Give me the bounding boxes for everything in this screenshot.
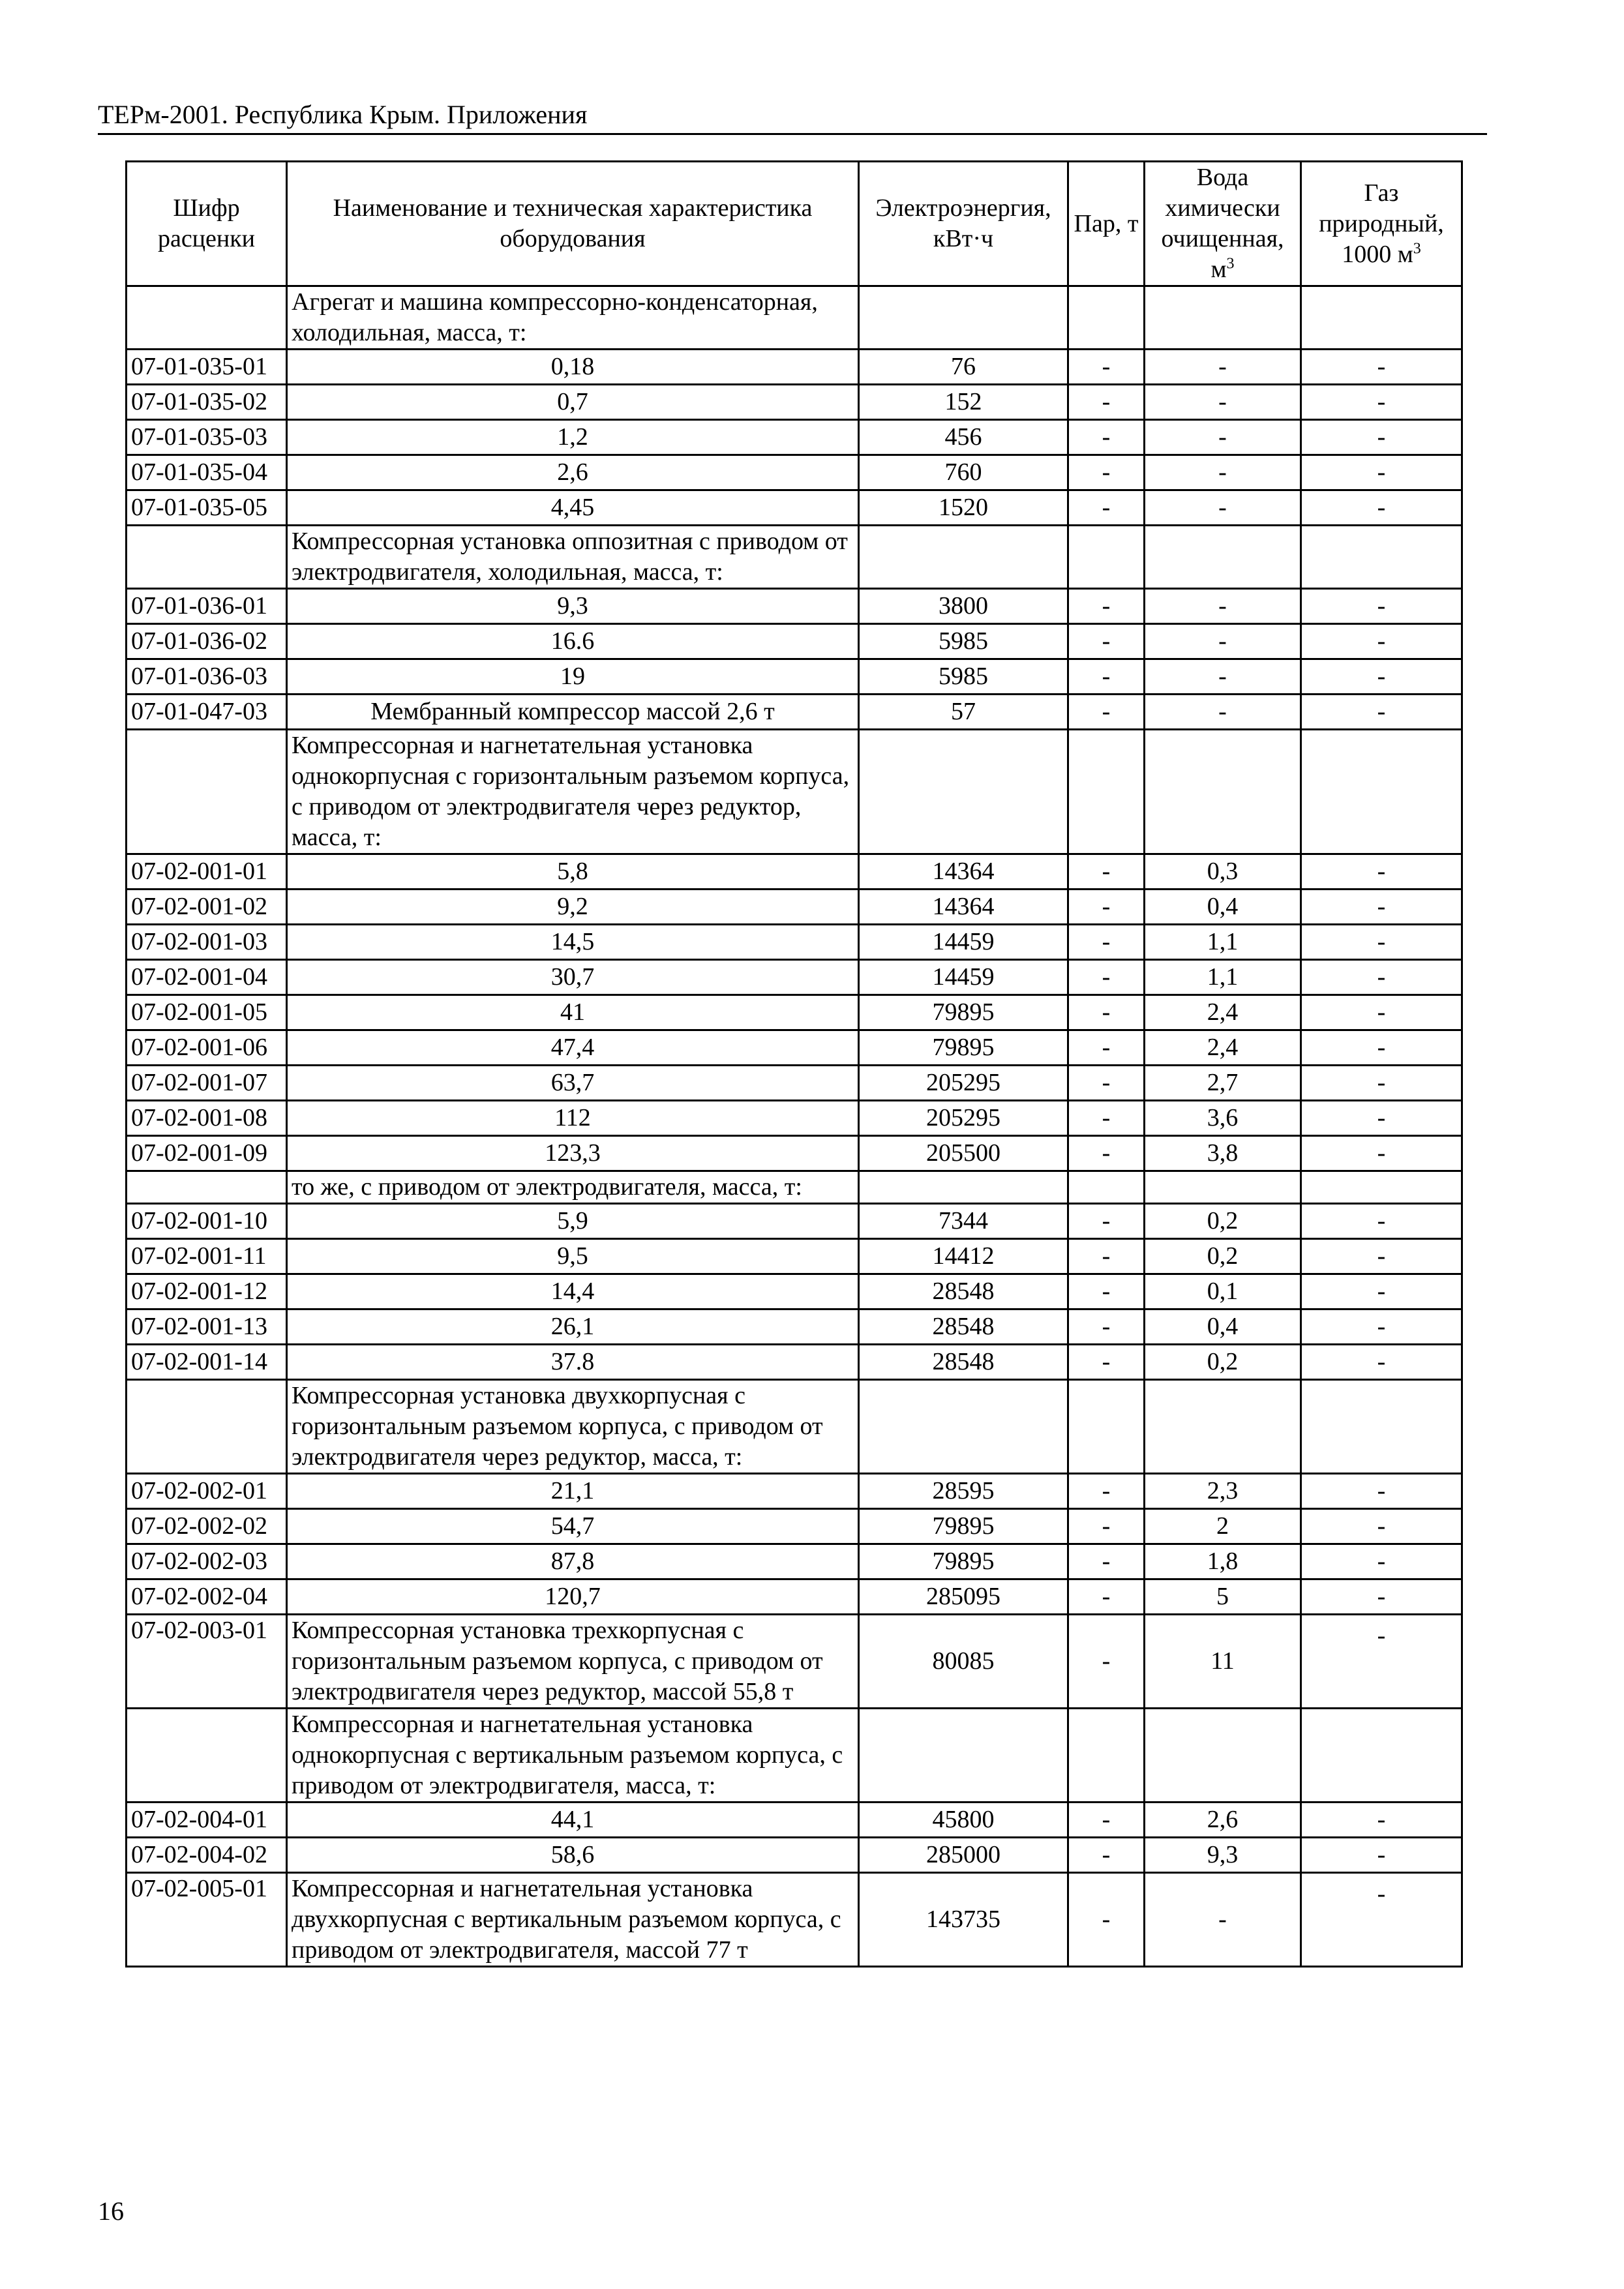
water-cell: 2,4 (1145, 995, 1301, 1030)
code-cell: 07-02-001-05 (127, 995, 287, 1030)
steam-cell (1068, 286, 1145, 350)
code-cell: 07-01-036-02 (127, 624, 287, 659)
name-cell: 123,3 (287, 1136, 859, 1171)
gas-cell: - (1301, 1579, 1462, 1615)
col-name-header (287, 162, 859, 286)
water-cell: 0,2 (1145, 1239, 1301, 1274)
water-cell: - (1145, 695, 1301, 730)
table-row (127, 890, 1462, 925)
steam-cell: - (1068, 1803, 1145, 1838)
group-row (127, 1380, 1462, 1474)
table-row (127, 925, 1462, 960)
steam-cell: - (1068, 1615, 1145, 1709)
power-cell: 14364 (859, 854, 1068, 890)
steam-cell: - (1068, 420, 1145, 455)
name-cell: Компрессорная и нагнетательная установка однокорпусная с вертикальным разъемом корпуса, с приводом от электродвигателя, масса, т: (287, 1709, 859, 1803)
name-cell: то же, с приводом от электродвигателя, масса, т: (287, 1171, 859, 1204)
code-cell: 07-01-047-03 (127, 695, 287, 730)
water-cell: 0,4 (1145, 890, 1301, 925)
code-cell: 07-02-001-03 (127, 925, 287, 960)
water-cell: 11 (1145, 1615, 1301, 1709)
gas-cell: - (1301, 1615, 1462, 1709)
code-cell: 07-02-005-01 (127, 1873, 287, 1967)
steam-cell: - (1068, 659, 1145, 695)
table-row (127, 624, 1462, 659)
code-cell: 07-01-036-03 (127, 659, 287, 695)
name-cell: Компрессорная установка трехкорпусная с горизонтальным разъемом корпуса, с приводом от электродвигателя через редуктор, массой 55,8 т (287, 1615, 859, 1709)
steam-cell: - (1068, 1579, 1145, 1615)
table-row (127, 1474, 1462, 1509)
power-cell: 7344 (859, 1204, 1068, 1239)
gas-cell (1301, 1380, 1462, 1474)
water-cell: 3,8 (1145, 1136, 1301, 1171)
table-row (127, 695, 1462, 730)
power-cell: 14364 (859, 890, 1068, 925)
power-cell: 285095 (859, 1579, 1068, 1615)
steam-cell: - (1068, 1309, 1145, 1345)
code-cell: 07-01-035-05 (127, 490, 287, 526)
col-power-header (859, 162, 1068, 286)
gas-cell: - (1301, 1345, 1462, 1380)
name-cell: 112 (287, 1101, 859, 1136)
power-cell: 760 (859, 455, 1068, 490)
steam-cell: - (1068, 385, 1145, 420)
water-cell: 0,4 (1145, 1309, 1301, 1345)
steam-cell: - (1068, 350, 1145, 385)
water-cell: 2,4 (1145, 1030, 1301, 1066)
table-row (127, 1101, 1462, 1136)
steam-cell: - (1068, 1239, 1145, 1274)
name-cell: 58,6 (287, 1838, 859, 1873)
gas-cell: - (1301, 890, 1462, 925)
header-label: Шифр расценки (157, 194, 256, 252)
name-cell: 5,8 (287, 854, 859, 890)
gas-cell: - (1301, 1136, 1462, 1171)
group-row (127, 1709, 1462, 1803)
water-cell (1145, 1380, 1301, 1474)
code-cell: 07-01-035-03 (127, 420, 287, 455)
water-cell: - (1145, 1873, 1301, 1967)
power-cell (859, 1709, 1068, 1803)
gas-cell: - (1301, 1509, 1462, 1544)
power-cell: 152 (859, 385, 1068, 420)
norms-table (125, 160, 1463, 1967)
steam-cell: - (1068, 1474, 1145, 1509)
name-cell: 5,9 (287, 1204, 859, 1239)
gas-cell: - (1301, 695, 1462, 730)
header-label: Вода химически очищенная, м (1161, 164, 1284, 283)
name-cell: 14,5 (287, 925, 859, 960)
gas-cell: - (1301, 490, 1462, 526)
power-cell: 5985 (859, 624, 1068, 659)
group-row (127, 730, 1462, 854)
gas-cell: - (1301, 1838, 1462, 1873)
code-cell (127, 1709, 287, 1803)
gas-cell: - (1301, 925, 1462, 960)
code-cell (127, 1171, 287, 1204)
gas-cell: - (1301, 589, 1462, 624)
header-label: Электроэнергия, кВт·ч (875, 194, 1051, 252)
steam-cell: - (1068, 490, 1145, 526)
code-cell (127, 286, 287, 350)
table-row (127, 1803, 1462, 1838)
code-cell: 07-02-002-03 (127, 1544, 287, 1579)
name-cell: 44,1 (287, 1803, 859, 1838)
power-cell (859, 526, 1068, 589)
steam-cell (1068, 730, 1145, 854)
power-cell: 1520 (859, 490, 1068, 526)
table-row (127, 995, 1462, 1030)
steam-cell: - (1068, 925, 1145, 960)
name-cell: 120,7 (287, 1579, 859, 1615)
gas-cell (1301, 1171, 1462, 1204)
steam-cell (1068, 1380, 1145, 1474)
code-cell: 07-02-002-04 (127, 1579, 287, 1615)
water-cell: - (1145, 624, 1301, 659)
item-row (127, 1873, 1462, 1967)
header-label: Газ природный, 1000 м (1319, 179, 1444, 268)
water-cell (1145, 730, 1301, 854)
col-gas-header (1301, 162, 1462, 286)
header-superscript: 3 (1413, 239, 1421, 257)
steam-cell (1068, 1709, 1145, 1803)
name-cell: Компрессорная и нагнетательная установка двухкорпусная с вертикальным разъемом корпуса, с приводом от электродвигателя, массой 77 т (287, 1873, 859, 1967)
name-cell: 0,18 (287, 350, 859, 385)
name-cell: 54,7 (287, 1509, 859, 1544)
power-cell: 205500 (859, 1136, 1068, 1171)
power-cell: 3800 (859, 589, 1068, 624)
name-cell: 4,45 (287, 490, 859, 526)
power-cell: 14459 (859, 925, 1068, 960)
steam-cell: - (1068, 1544, 1145, 1579)
code-cell: 07-02-001-11 (127, 1239, 287, 1274)
page-number: 16 (98, 2196, 124, 2226)
code-cell: 07-02-001-10 (127, 1204, 287, 1239)
gas-cell: - (1301, 385, 1462, 420)
name-cell: 41 (287, 995, 859, 1030)
steam-cell: - (1068, 854, 1145, 890)
table-row (127, 960, 1462, 995)
gas-cell (1301, 286, 1462, 350)
name-cell: 9,2 (287, 890, 859, 925)
code-cell (127, 1380, 287, 1474)
power-cell: 28548 (859, 1309, 1068, 1345)
steam-cell: - (1068, 1274, 1145, 1309)
power-cell: 28548 (859, 1345, 1068, 1380)
table-row (127, 350, 1462, 385)
gas-cell: - (1301, 1204, 1462, 1239)
name-cell: 30,7 (287, 960, 859, 995)
power-cell: 14412 (859, 1239, 1068, 1274)
name-cell: 9,5 (287, 1239, 859, 1274)
steam-cell: - (1068, 1066, 1145, 1101)
name-cell: 37.8 (287, 1345, 859, 1380)
power-cell (859, 1380, 1068, 1474)
water-cell: - (1145, 455, 1301, 490)
code-cell: 07-02-001-06 (127, 1030, 287, 1066)
power-cell: 79895 (859, 1030, 1068, 1066)
water-cell: 0,2 (1145, 1204, 1301, 1239)
code-cell: 07-02-001-13 (127, 1309, 287, 1345)
steam-cell (1068, 526, 1145, 589)
code-cell: 07-02-001-08 (127, 1101, 287, 1136)
name-cell: Компрессорная установка оппозитная с приводом от электродвигателя, холодильная, масса, т: (287, 526, 859, 589)
name-cell: 63,7 (287, 1066, 859, 1101)
power-cell: 143735 (859, 1873, 1068, 1967)
table-row (127, 1544, 1462, 1579)
code-cell: 07-01-035-02 (127, 385, 287, 420)
gas-cell: - (1301, 659, 1462, 695)
water-cell: 3,6 (1145, 1101, 1301, 1136)
power-cell: 14459 (859, 960, 1068, 995)
steam-cell: - (1068, 890, 1145, 925)
gas-cell: - (1301, 1803, 1462, 1838)
gas-cell: - (1301, 1030, 1462, 1066)
name-cell: 21,1 (287, 1474, 859, 1509)
power-cell: 80085 (859, 1615, 1068, 1709)
water-cell: - (1145, 350, 1301, 385)
table-row (127, 490, 1462, 526)
header-label: Наименование и техническая характеристика оборудования (333, 194, 813, 252)
item-row (127, 1615, 1462, 1709)
table-row (127, 1066, 1462, 1101)
gas-cell: - (1301, 1309, 1462, 1345)
table-body (127, 286, 1462, 1967)
code-cell: 07-02-004-02 (127, 1838, 287, 1873)
steam-cell: - (1068, 995, 1145, 1030)
table-row (127, 1579, 1462, 1615)
name-cell: 2,6 (287, 455, 859, 490)
steam-cell: - (1068, 1873, 1145, 1967)
water-cell (1145, 1709, 1301, 1803)
col-water-header (1145, 162, 1301, 286)
table-row (127, 1136, 1462, 1171)
power-cell: 79895 (859, 1509, 1068, 1544)
water-cell: 2 (1145, 1509, 1301, 1544)
gas-cell: - (1301, 455, 1462, 490)
water-cell: 0,2 (1145, 1345, 1301, 1380)
gas-cell: - (1301, 420, 1462, 455)
water-cell: - (1145, 490, 1301, 526)
water-cell: 1,8 (1145, 1544, 1301, 1579)
name-cell: 19 (287, 659, 859, 695)
water-cell: 9,3 (1145, 1838, 1301, 1873)
power-cell: 28548 (859, 1274, 1068, 1309)
group-row (127, 286, 1462, 350)
water-cell: 0,1 (1145, 1274, 1301, 1309)
power-cell: 28595 (859, 1474, 1068, 1509)
page-header: ТЕРм-2001. Республика Крым. Приложения (98, 98, 1487, 135)
steam-cell: - (1068, 1345, 1145, 1380)
table-row (127, 420, 1462, 455)
power-cell: 76 (859, 350, 1068, 385)
gas-cell: - (1301, 1101, 1462, 1136)
steam-cell: - (1068, 1136, 1145, 1171)
col-steam-header (1068, 162, 1145, 286)
water-cell (1145, 1171, 1301, 1204)
table-row (127, 1030, 1462, 1066)
gas-cell: - (1301, 854, 1462, 890)
water-cell: 2,7 (1145, 1066, 1301, 1101)
gas-cell: - (1301, 1066, 1462, 1101)
power-cell: 45800 (859, 1803, 1068, 1838)
power-cell (859, 286, 1068, 350)
steam-cell: - (1068, 589, 1145, 624)
water-cell: - (1145, 420, 1301, 455)
table-row (127, 1838, 1462, 1873)
water-cell: 2,3 (1145, 1474, 1301, 1509)
table-row (127, 659, 1462, 695)
steam-cell: - (1068, 624, 1145, 659)
water-cell: 1,1 (1145, 925, 1301, 960)
code-cell: 07-02-001-07 (127, 1066, 287, 1101)
water-cell: - (1145, 589, 1301, 624)
gas-cell: - (1301, 1474, 1462, 1509)
code-cell: 07-02-003-01 (127, 1615, 287, 1709)
name-cell: Агрегат и машина компрессорно-конденсаторная, холодильная, масса, т: (287, 286, 859, 350)
water-cell: - (1145, 385, 1301, 420)
table-header (127, 162, 1462, 286)
name-cell: Компрессорная и нагнетательная установка однокорпусная с горизонтальным разъемом корпуса, с приводом от электродвигателя через редуктор, масса, т: (287, 730, 859, 854)
steam-cell (1068, 1171, 1145, 1204)
gas-cell (1301, 526, 1462, 589)
steam-cell: - (1068, 1509, 1145, 1544)
table-row (127, 455, 1462, 490)
code-cell: 07-02-001-12 (127, 1274, 287, 1309)
header-superscript: 3 (1226, 255, 1235, 273)
steam-cell: - (1068, 1204, 1145, 1239)
table-row (127, 1309, 1462, 1345)
name-cell: 1,2 (287, 420, 859, 455)
steam-cell: - (1068, 960, 1145, 995)
code-cell: 07-02-002-01 (127, 1474, 287, 1509)
water-cell: 2,6 (1145, 1803, 1301, 1838)
name-cell: 47,4 (287, 1030, 859, 1066)
steam-cell: - (1068, 1030, 1145, 1066)
table-row (127, 385, 1462, 420)
code-cell: 07-02-001-14 (127, 1345, 287, 1380)
water-cell (1145, 286, 1301, 350)
water-cell: - (1145, 659, 1301, 695)
group-row (127, 526, 1462, 589)
gas-cell: - (1301, 624, 1462, 659)
name-cell: Мембранный компрессор массой 2,6 т (287, 695, 859, 730)
power-cell: 79895 (859, 1544, 1068, 1579)
power-cell (859, 730, 1068, 854)
table-row (127, 589, 1462, 624)
code-cell: 07-02-004-01 (127, 1803, 287, 1838)
steam-cell: - (1068, 455, 1145, 490)
code-cell: 07-01-035-01 (127, 350, 287, 385)
code-cell: 07-01-036-01 (127, 589, 287, 624)
table-row (127, 1239, 1462, 1274)
water-cell (1145, 526, 1301, 589)
gas-cell (1301, 730, 1462, 854)
table-row (127, 1509, 1462, 1544)
steam-cell: - (1068, 1838, 1145, 1873)
power-cell: 5985 (859, 659, 1068, 695)
water-cell: 0,3 (1145, 854, 1301, 890)
group-row (127, 1171, 1462, 1204)
water-cell: 1,1 (1145, 960, 1301, 995)
power-cell: 205295 (859, 1066, 1068, 1101)
name-cell: 87,8 (287, 1544, 859, 1579)
table-row (127, 1204, 1462, 1239)
power-cell (859, 1171, 1068, 1204)
name-cell: 14,4 (287, 1274, 859, 1309)
power-cell: 57 (859, 695, 1068, 730)
steam-cell: - (1068, 1101, 1145, 1136)
power-cell: 79895 (859, 995, 1068, 1030)
code-cell: 07-02-001-09 (127, 1136, 287, 1171)
gas-cell: - (1301, 995, 1462, 1030)
code-cell: 07-02-002-02 (127, 1509, 287, 1544)
table-row (127, 854, 1462, 890)
power-cell: 285000 (859, 1838, 1068, 1873)
steam-cell: - (1068, 695, 1145, 730)
gas-cell: - (1301, 1544, 1462, 1579)
table-row (127, 1345, 1462, 1380)
gas-cell: - (1301, 1274, 1462, 1309)
code-cell (127, 730, 287, 854)
code-cell: 07-01-035-04 (127, 455, 287, 490)
code-cell: 07-02-001-04 (127, 960, 287, 995)
code-cell: 07-02-001-02 (127, 890, 287, 925)
header-row (127, 162, 1462, 286)
power-cell: 205295 (859, 1101, 1068, 1136)
name-cell: 26,1 (287, 1309, 859, 1345)
header-label: Пар, т (1074, 209, 1139, 237)
name-cell: Компрессорная установка двухкорпусная с горизонтальным разъемом корпуса, с приводом от электродвигателя через редуктор, масса, т: (287, 1380, 859, 1474)
code-cell: 07-02-001-01 (127, 854, 287, 890)
gas-cell: - (1301, 1239, 1462, 1274)
power-cell: 456 (859, 420, 1068, 455)
col-code-header (127, 162, 287, 286)
name-cell: 9,3 (287, 589, 859, 624)
gas-cell: - (1301, 1873, 1462, 1967)
gas-cell: - (1301, 960, 1462, 995)
gas-cell: - (1301, 350, 1462, 385)
gas-cell (1301, 1709, 1462, 1803)
code-cell (127, 526, 287, 589)
name-cell: 16.6 (287, 624, 859, 659)
name-cell: 0,7 (287, 385, 859, 420)
water-cell: 5 (1145, 1579, 1301, 1615)
table-row (127, 1274, 1462, 1309)
